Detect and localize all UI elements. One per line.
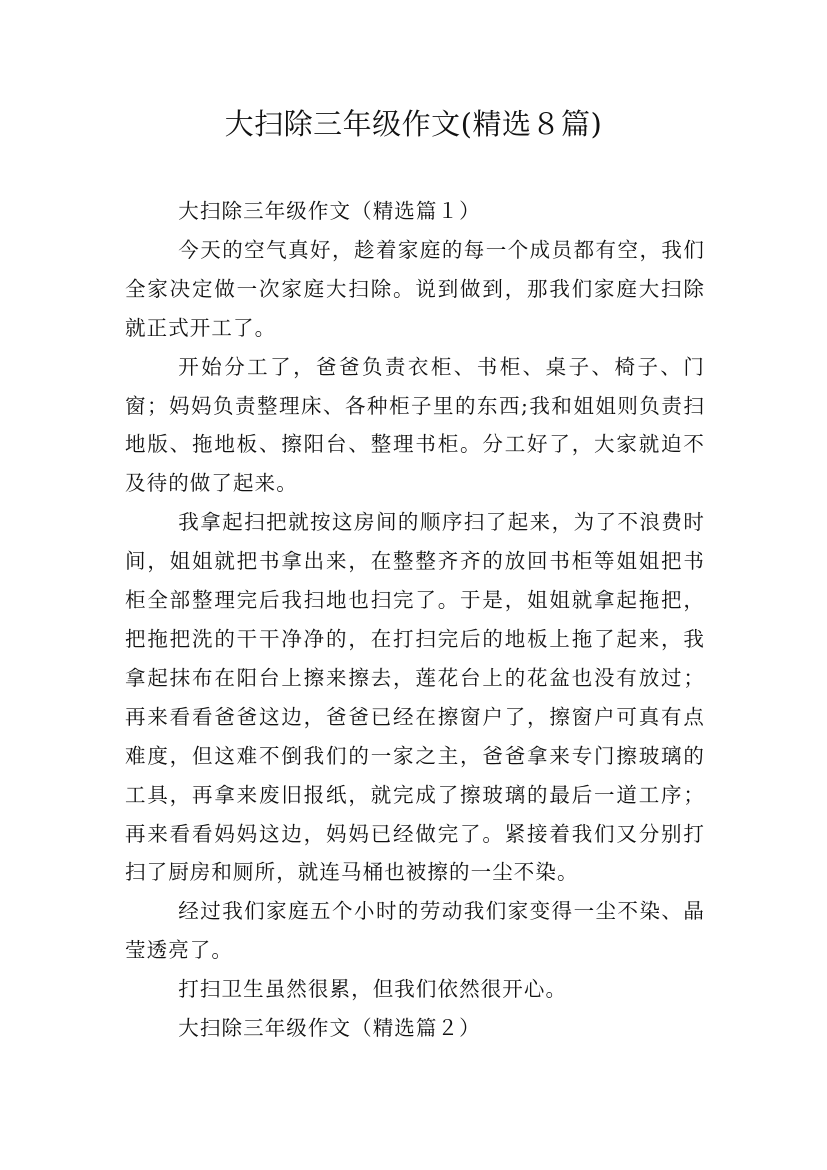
section-heading: 大扫除三年级作文（精选篇２） <box>178 1016 481 1041</box>
paragraph: 开始分工了，爸爸负责衣柜、书柜、桌子、椅子、门窗；妈妈负责整理床、各种柜子里的东西;我和姐姐则负责扫地版、拖地板、擦阳台、整理书柜。分工好了，大家就迫不及待的做了起来。 <box>125 354 705 496</box>
paragraph: 经过我们家庭五个小时的劳动我们家变得一尘不染、晶莹透亮了。 <box>125 899 705 963</box>
paragraph: 打扫卫生虽然很累，但我们依然很开心。 <box>178 977 568 1002</box>
paragraph: 我拿起扫把就按这房间的顺序扫了起来，为了不浪费时间，姐姐就把书拿出来，在整整齐齐的放回书柜等姐姐把书柜全部整理完后我扫地也扫完了。于是，姐姐就拿起拖把，把拖把洗的干干净净的，在打扫完后的地板上拖了起来，我拿起抹布在阳台上擦来擦去，莲花台上的花盆也没有放过；再来看看爸爸这边，爸爸已经在擦窗户了，擦窗户可真有点难度，但这难不倒我们的一家之主，爸爸拿来专门擦玻璃的工具，再拿来废旧报纸，就完成了擦玻璃的最后一道工序；再来看看妈妈这边，妈妈已经做完了。紧接着我们又分别打扫了厨房和厕所，就连马桶也被擦的一尘不染。 <box>125 510 705 885</box>
section-heading: 大扫除三年级作文（精选篇１） <box>178 199 481 223</box>
document-body <box>125 192 705 1048</box>
paragraph: 今天的空气真好，趁着家庭的每一个成员都有空，我们全家决定做一次家庭大扫除。说到做到，那我们家庭大扫除就正式开工了。 <box>125 237 705 340</box>
document-title: 大扫除三年级作文(精选８篇) <box>224 107 603 141</box>
